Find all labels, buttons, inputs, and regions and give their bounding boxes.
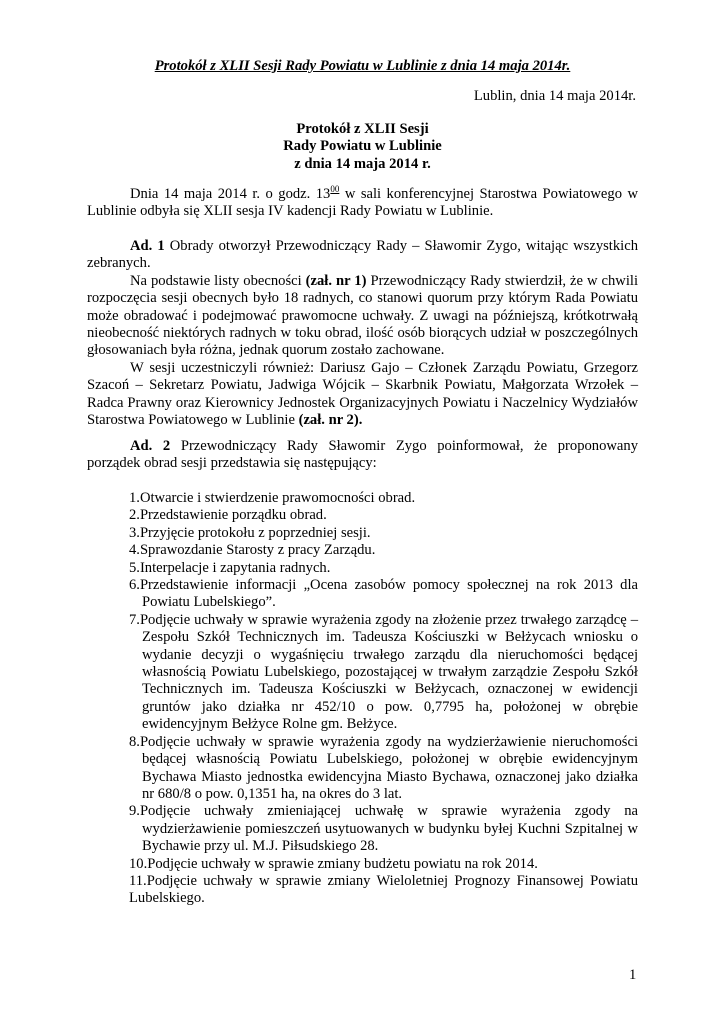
title-line-2: Rady Powiatu w Lublinie [283, 138, 442, 155]
agenda-item-6: 6.Przedstawienie informacji „Ocena zasobów pomocy społecznej na rok 2013 dla Powiatu Lubelskiego”. [129, 577, 638, 611]
ad1-p3-before: W sesji uczestniczyli również: Dariusz Gajo – Członek Zarządu Powiatu, Grzegorz Szacoń – Sekretarz Powiatu, Jadwiga Wójcik – Skarbnik Powiatu, Małgorzata Wrzołek – Radca Prawny oraz Kierownicy Jednostek Organizacyjnych Powiatu i Naczelnicy Wydziałów Starostwa Powiatowego w Lublinie [87, 359, 638, 429]
ad1-text: Obrady otworzył Przewodniczący Rady – Sławomir Zygo, witając wszystkich zebranych. [87, 238, 638, 272]
page-number: 1 [629, 967, 637, 983]
intro-time-minutes: 00 [330, 184, 340, 194]
agenda-item-1: 1.Otwarcie i stwierdzenie prawomocności obrad. [129, 490, 416, 506]
intro-paragraph [87, 186, 638, 221]
ad2-section [87, 438, 638, 473]
place-and-date: Lublin, dnia 14 maja 2014r. [473, 88, 636, 104]
document-header: Protokół z XLII Sesji Rady Powiatu w Lublinie z dnia 14 maja 2014r. [154, 58, 571, 74]
agenda-item-7: 7.Podjęcie uchwały w sprawie wyrażenia zgody na złożenie przez trwałego zarządcę – Zespołu Szkół Technicznych im. Tadeusza Kościuszki w Bełżycach wniosku o wydanie decyzji o wygaśnięciu trwałego zarządu dla nieruchomości będącej własnością Powiatu Lubelskiego, pozostającej w trwałym zarządzie Zespołu Szkół Technicznych im. Tadeusza Kościuszki w Bełżycach, oznaczonej w ewidencji gruntów jako działka nr 452/10 o pow. 0,7795 ha, położonej w obrębie ewidencyjnym Bełżyce Rolne gm. Bełżyce. [129, 611, 638, 733]
agenda-item-11: 11.Podjęcie uchwały w sprawie zmiany Wieloletniej Prognozy Finansowej Powiatu Lubelskiego. [129, 872, 638, 907]
intro-after-time: w sali konferencyjnej Starostwa Powiatowego w Lublinie odbyła się XLII sesja IV kadencji Rady Powiatu w Lublinie. [87, 186, 638, 220]
title-line-1: Protokół z XLII Sesji [296, 121, 429, 137]
ad1-p3-ref: (zał. nr 2). [298, 412, 363, 429]
agenda-item-5: 5.Interpelacje i zapytania radnych. [129, 559, 331, 576]
ad1-p2-after: Przewodniczący Rady stwierdził, że w chwili rozpoczęcia sesji obecnych było 18 radnych, co stanowi quorum przy którym Rada Powiatu może obradować i podejmować prawomocne uchwały. Z uwagi na późniejszą, krótkotrwałą nieobecność niektórych radnych w toku obrad, ilość osób biorących udział w poszczególnych głosowaniach była różna, jednak quorum zostało zachowane. [87, 272, 639, 359]
agenda-list [129, 490, 638, 908]
agenda-item-2: 2.Przedstawienie porządku obrad. [129, 507, 327, 524]
ad2-text: Przewodniczący Rady Sławomir Zygo poinformował, że proponowany porządek obrad sesji przedstawia się następujący: [87, 438, 639, 472]
ad1-p2-ref: (zał. nr 1) [305, 272, 367, 289]
ad2-label: Ad. 2 [130, 438, 171, 454]
agenda-item-8: 8.Podjęcie uchwały w sprawie wyrażenia zgody na wydzierżawienie nieruchomości będącej własnością Powiatu Lubelskiego, położonej w obrębie ewidencyjnym Bychawa Miasto jednostka ewidencyjna Miasto Bychawa, oznaczonej jako działka nr 680/8 o pow. 0,1351 ha, na okres do 3 lat. [129, 733, 638, 802]
ad1-p2-before: Na podstawie listy obecności [130, 272, 306, 289]
document-title [0, 121, 725, 173]
ad1-label: Ad. 1 [130, 238, 165, 254]
title-line-3: z dnia 14 maja 2014 r. [294, 155, 431, 172]
agenda-item-4: 4.Sprawozdanie Starosty z pracy Zarządu. [129, 542, 376, 559]
agenda-item-10: 10.Podjęcie uchwały w sprawie zmiany budżetu powiatu na rok 2014. [129, 855, 538, 872]
agenda-item-3: 3.Przyjęcie protokołu z poprzedniej sesji. [129, 524, 371, 541]
agenda-item-9: 9.Podjęcie uchwały zmieniającej uchwałę w sprawie wyrażenia zgody na wydzierżawienie pomieszczeń usytuowanych w budynku byłej Kuchni Szpitalnej w Bychawie przy ul. M.J. Piłsudskiego 28. [129, 803, 638, 855]
ad1-section [87, 238, 638, 429]
intro-before-time: Dnia 14 maja 2014 r. o godz. 13 [130, 186, 331, 202]
